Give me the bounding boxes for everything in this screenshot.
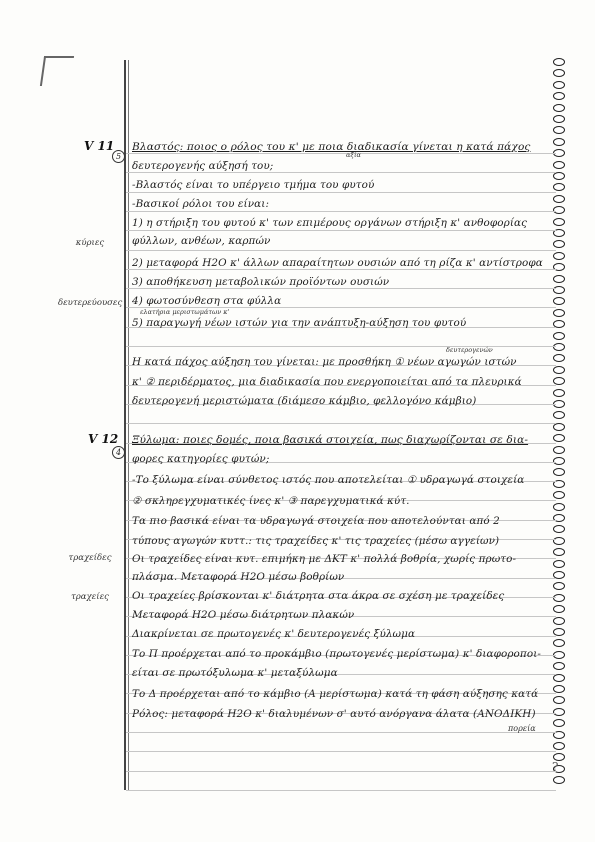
q12-line-12: Το Π προέρχεται από το προκάμβιο (πρωτογενές μερίστωμα) κ' διαφοροποι- — [132, 648, 541, 660]
spiral-ring — [553, 582, 565, 590]
question-12-number: V 12 — [88, 432, 119, 446]
spiral-ring — [553, 92, 565, 100]
question-11-number: V 11 — [84, 139, 115, 153]
spiral-ring — [553, 195, 565, 203]
spiral-ring — [553, 332, 565, 340]
q12-line-11: Διακρίνεται σε πρωτογενές κ' δευτερογενές ξύλωμα — [132, 628, 416, 640]
spiral-ring — [553, 275, 565, 283]
spiral-ring — [553, 468, 565, 476]
spiral-ring — [553, 138, 565, 146]
q12-line-10: Μεταφορά H2O μέσω διάτρητων πλακών — [132, 609, 355, 621]
q12-line-9: Οι τραχείες βρίσκονται κ' διάτρητα στα άκρα σε σχέση με τραχείδες — [132, 590, 505, 602]
question-12-score: 4 — [112, 446, 125, 459]
spiral-ring — [553, 685, 565, 693]
spiral-ring — [553, 240, 565, 248]
q12-line-15: Ρόλος: μεταφορά H2O κ' διαλυμένων σ' αυτό ανόργανα άλατα (ΑΝΟΔΙΚΗ) — [132, 708, 536, 720]
spiral-ring — [553, 58, 565, 66]
q11-annotation-3: δευτερογενών — [446, 346, 493, 354]
ruled-line — [126, 771, 556, 772]
q12-line-5: Τα πιο βασικά είναι τα υδραγωγά στοιχεία που αποτελούνται από 2 — [132, 515, 500, 527]
ruled-line — [126, 732, 556, 733]
spiral-ring — [553, 309, 565, 317]
spiral-ring — [553, 411, 565, 419]
margin-line — [124, 60, 126, 790]
q11-line-4: -Βασικοί ρόλοι του είναι: — [132, 198, 270, 210]
q11-line-11: Η κατά πάχος αύξηση του γίνεται: με προσθήκη ① νέων αγωγών ιστών — [132, 356, 517, 368]
spiral-ring — [553, 252, 565, 260]
q11-line-9: 4) φωτοσύνθεση στα φύλλα — [132, 295, 282, 307]
ruled-line — [126, 211, 556, 212]
q11-line-12: κ' ② περιδέρματος, μια διαδικασία που ενεργοποιείται από τα πλευρικά — [132, 376, 522, 388]
spiral-ring — [553, 696, 565, 704]
page-mark: ? — [552, 760, 559, 774]
fold-mark — [40, 56, 74, 86]
q11-line-3: -Βλαστός είναι το υπέργειο τμήμα του φυτού — [132, 179, 375, 191]
q11-line-6: φύλλων, ανθέων, καρπών — [132, 235, 271, 247]
spiral-ring — [553, 662, 565, 670]
spiral-ring — [553, 161, 565, 169]
q11-line-10: 5) παραγωγή νέων ιστών για την ανάπτυξη-αύξηση του φυτού — [132, 317, 467, 329]
spiral-ring — [553, 69, 565, 77]
margin-line-inner — [128, 60, 129, 790]
spiral-ring — [553, 537, 565, 545]
spiral-ring — [553, 605, 565, 613]
q12-line-1: Ξύλωμα: ποιες δομές, ποια βασικά στοιχεία, πως διαχωρίζονται σε δια- — [132, 434, 529, 446]
q12-line-14: Το Δ προέρχεται από το κάμβιο (Α μερίστωμα) κατά τη φάση αύξησης κατά — [132, 688, 539, 700]
spiral-ring — [553, 525, 565, 533]
spiral-ring — [553, 343, 565, 351]
spiral-ring — [553, 81, 565, 89]
spiral-ring — [553, 617, 565, 625]
spiral-ring — [553, 104, 565, 112]
spiral-ring — [553, 742, 565, 750]
spiral-ring — [553, 297, 565, 305]
spiral-ring — [553, 503, 565, 511]
q12-line-6: τύπους αγωγών κυττ.: τις τραχείδες κ' τις τραχείες (μέσω αγγείων) — [132, 535, 500, 547]
spiral-ring — [553, 115, 565, 123]
q12-line-8: πλάσμα. Μεταφορά H2O μέσω βοθρίων — [132, 571, 345, 583]
spiral-ring — [553, 491, 565, 499]
q12-line-4: ② σκληρεγχυματικές ίνες κ' ③ παρεγχυματικά κύτ. — [132, 495, 410, 507]
ruled-line — [126, 423, 556, 424]
question-11-score: 5 — [112, 150, 125, 163]
ruled-line — [126, 250, 556, 251]
spiral-ring — [553, 218, 565, 226]
spiral-ring — [553, 514, 565, 522]
q12-tail: πορεία — [508, 724, 536, 733]
spiral-ring — [553, 639, 565, 647]
spiral-ring — [553, 354, 565, 362]
spiral-ring — [553, 776, 565, 784]
q12-line-13: είται σε πρωτόξυλωμα κ' μεταξύλωμα — [132, 667, 338, 679]
q11-line-5: 1) η στήριξη του φυτού κ' των επιμέρους οργάνων στήριξη κ' ανθοφορίας — [132, 217, 528, 229]
side-label-tracheides: τραχείδες — [68, 553, 112, 563]
q11-line-8: 3) αποθήκευση μεταβολικών προϊόντων ουσιών — [132, 276, 390, 288]
ruled-line — [126, 230, 556, 231]
spiral-ring — [553, 263, 565, 271]
ruled-line — [126, 751, 556, 752]
q12-line-7: Οι τραχείδες είναι κυτ. επιμήκη με ΔΚΤ κ' πολλά βοθρία, χωρίς πρωτο- — [132, 553, 517, 565]
spiral-ring — [553, 548, 565, 556]
spiral-ring — [553, 434, 565, 442]
ruled-line — [126, 790, 556, 791]
spiral-ring — [553, 366, 565, 374]
spiral-ring — [553, 446, 565, 454]
spiral-ring — [553, 183, 565, 191]
side-label-tracheies: τραχείες — [71, 592, 109, 602]
q11-annotation: αξία — [346, 151, 361, 159]
q11-line-7: 2) μεταφορά H2O κ' άλλων απαραίτητων ουσιών από τη ρίζα κ' αντίστροφα — [132, 257, 543, 269]
spiral-ring — [553, 389, 565, 397]
side-label-deutereuouses: δευτερεύουσες — [58, 298, 123, 308]
spiral-ring — [553, 560, 565, 568]
q11-line-2: δευτερογενής αύξησή του; — [132, 160, 274, 172]
q11-line-1: Βλαστός: ποιος ο ρόλος του κ' με ποια διαδικασία γίνεται η κατά πάχος — [132, 141, 531, 153]
spiral-ring — [553, 719, 565, 727]
spiral-ring — [553, 126, 565, 134]
q11-annotation-2: ελατήρια μεριστωμάτων κ' — [140, 308, 230, 316]
q12-line-2: φορες κατηγορίες φυτών; — [132, 453, 270, 465]
q11-line-13: δευτερογενή μεριστώματα (διάμεσο κάμβιο, φελλογόνο κάμβιο) — [132, 395, 477, 407]
q12-line-3: -Το ξύλωμα είναι σύνθετος ιστός που αποτελείται ① υδραγωγά στοιχεία — [132, 474, 525, 486]
side-label-kyries: κύριες — [75, 238, 105, 248]
